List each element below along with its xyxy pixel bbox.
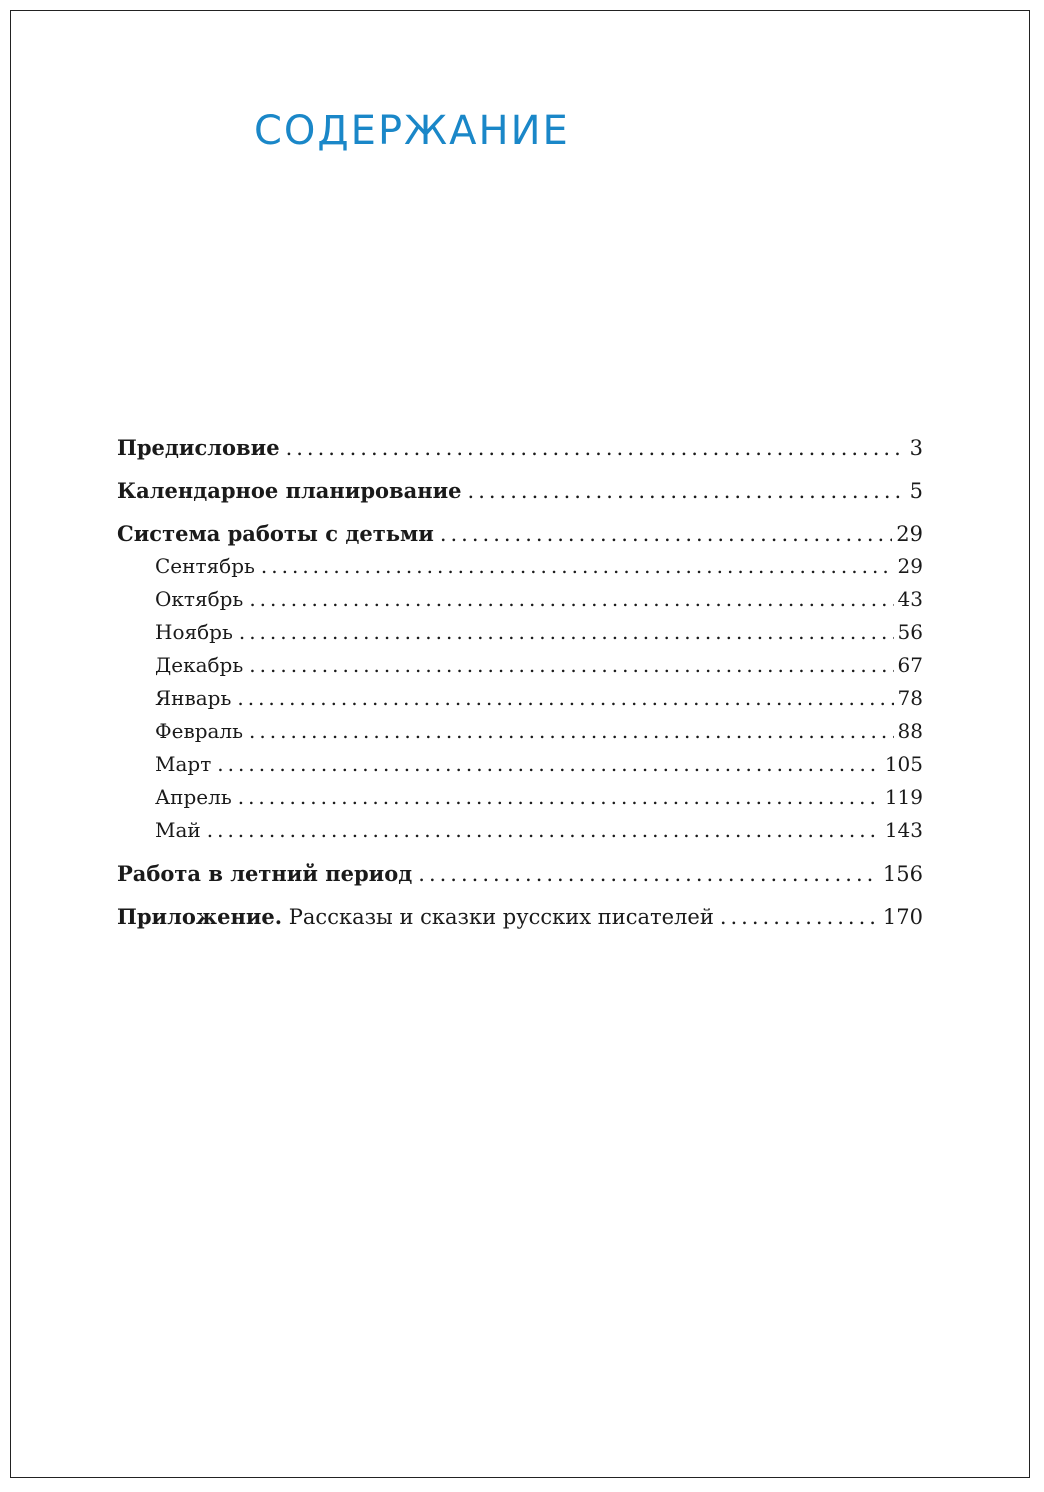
page-frame (10, 10, 1030, 1478)
toc-entry-appendix[interactable] (117, 900, 923, 933)
toc-entry-label: Декабрь (155, 653, 244, 677)
toc-page-number: 78 (897, 686, 923, 710)
toc-page-number: 29 (896, 522, 923, 546)
toc-page-number: 56 (897, 620, 923, 644)
toc-leader-dots (261, 550, 894, 583)
toc-entry-label: Май (155, 818, 201, 842)
toc-entry-label: Апрель (155, 785, 232, 809)
toc-leader-dots (249, 583, 893, 616)
toc-entry-preface[interactable] (117, 431, 923, 464)
toc-leader-dots (286, 432, 906, 465)
toc-leader-dots (468, 475, 906, 508)
toc-page-number: 170 (882, 905, 923, 929)
toc-leader-dots (418, 858, 879, 891)
toc-leader-dots (237, 682, 893, 715)
toc-page-number: 43 (897, 587, 923, 611)
toc-subentry-september[interactable] (117, 550, 923, 583)
toc-entry-calendar-planning[interactable] (117, 474, 923, 507)
toc-entry-work-system[interactable] (117, 517, 923, 550)
toc-leader-dots (238, 781, 881, 814)
toc-page-number: 5 (909, 479, 923, 503)
toc-page-number: 143 (884, 818, 923, 842)
toc-page-number: 156 (882, 862, 923, 886)
toc-subentry-april[interactable] (117, 781, 923, 814)
toc-entry-label: Система работы с детьми (117, 521, 434, 546)
toc-entry-label: Сентябрь (155, 554, 255, 578)
toc-entry-label: Предисловие (117, 435, 280, 460)
toc-leader-dots (217, 748, 881, 781)
toc-subentry-october[interactable] (117, 583, 923, 616)
toc-entry-label: Ноябрь (155, 620, 233, 644)
toc-entry-label: Календарное планирование (117, 478, 462, 503)
toc-page-number: 3 (909, 436, 923, 460)
toc-subentry-january[interactable] (117, 682, 923, 715)
toc-subentry-february[interactable] (117, 715, 923, 748)
toc-page-number: 119 (884, 785, 923, 809)
toc-entry-summer-period[interactable] (117, 857, 923, 890)
toc-entry-label: Работа в летний период (117, 861, 413, 886)
toc-subentry-may[interactable] (117, 814, 923, 847)
toc-entry-label: Приложение. Рассказы и сказки русских писателей (117, 904, 714, 929)
toc-leader-dots (440, 518, 892, 551)
toc-page-number: 29 (897, 554, 923, 578)
toc-subentry-march[interactable] (117, 748, 923, 781)
toc-leader-dots (249, 715, 894, 748)
toc-entry-label: Октябрь (155, 587, 244, 611)
toc-page-number: 88 (897, 719, 923, 743)
toc-leader-dots (720, 901, 879, 934)
toc-page-number: 67 (897, 653, 923, 677)
toc-entry-label: Март (155, 752, 212, 776)
toc-entry-label: Январь (155, 686, 232, 710)
toc-leader-dots (249, 649, 893, 682)
toc-list (117, 431, 923, 933)
toc-leader-dots (239, 616, 894, 649)
toc-subentry-november[interactable] (117, 616, 923, 649)
toc-leader-dots (207, 814, 881, 847)
toc-page-number: 105 (884, 752, 923, 776)
toc-heading: СОДЕРЖАНИЕ (254, 108, 570, 154)
toc-entry-label: Февраль (155, 719, 244, 743)
toc-subentry-december[interactable] (117, 649, 923, 682)
